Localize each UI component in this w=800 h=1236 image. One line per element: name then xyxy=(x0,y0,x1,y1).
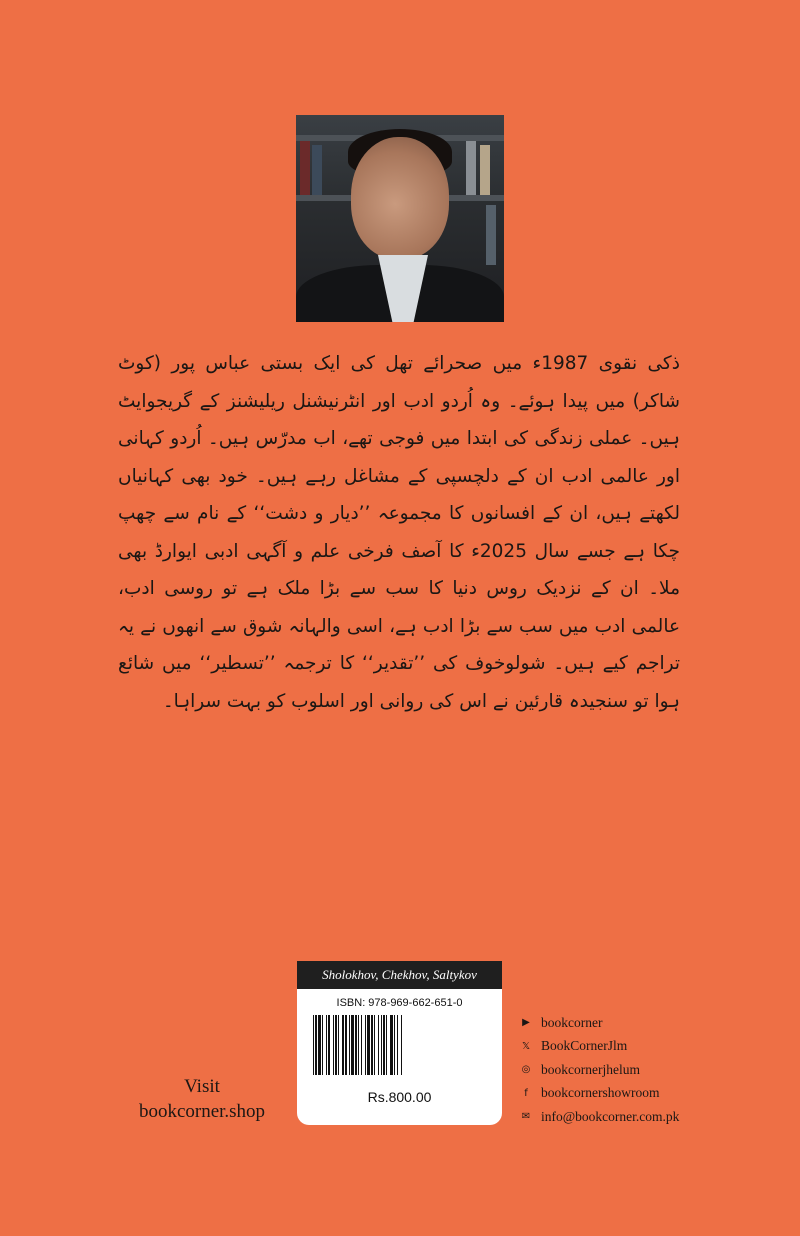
author-photo xyxy=(296,115,504,322)
social-label: bookcorner xyxy=(541,1014,603,1030)
social-item[interactable] xyxy=(520,1035,679,1059)
social-item[interactable] xyxy=(520,1082,679,1106)
series-label: Sholokhov, Chekhov, Saltykov xyxy=(297,961,502,989)
instagram-icon: ◎ xyxy=(521,1064,531,1076)
visit-block xyxy=(118,1074,286,1124)
mail-icon: ✉ xyxy=(521,1111,531,1123)
photo-face xyxy=(351,137,449,259)
barcode-panel xyxy=(297,961,502,1126)
social-item[interactable] xyxy=(520,1058,679,1082)
author-bio: ذکی نقوی 1987ء میں صحرائے تھل کی ایک بستی عباس پور (کوٹ شاکر) میں پیدا ہوئے۔ وہ اُردو ادب اور انٹرنیشنل ریلیشنز کے گریجوایٹ ہیں۔ عملی زندگی کی ابتدا میں فوجی تھے، اب مدرّس ہیں۔ اُردو کہانی اور عالمی ادب ان کے دلچسپی کے مشاغل رہے ہیں۔ خود بھی کہانیاں لکھتے ہیں، ان کے افسانوں کا مجموعہ ’’دیار و دشت‘‘ کے نام سے چھپ چکا ہے جسے سال 2025ء کا آصف فرخی علم و آگہی ادبی ایوارڈ بھی ملا۔ ان کے نزدیک روس دنیا کا سب سے بڑا ملک ہے تو روسی ادب، عالمی ادب میں سب سے بڑا ادب ہے، اسی والہانہ شوق سے انھوں نے یہ تراجم کیے ہیں۔ شولوخوف کی ’’تقدیر‘‘ کا ترجمہ ’’تسطیر‘‘ میں شائع ہوا تو سنجیدہ قارئین نے اس کی روانی اور اسلوب کو بہت سراہا۔ xyxy=(118,353,680,712)
isbn-text: ISBN: 978-969-662-651-0 xyxy=(336,997,463,1009)
social-label: bookcornershowroom xyxy=(541,1085,660,1101)
social-item[interactable] xyxy=(520,1011,679,1035)
photo-book xyxy=(300,141,310,195)
x-icon: 𝕏 xyxy=(521,1040,531,1052)
social-links xyxy=(520,1011,679,1129)
website-link[interactable]: bookcorner.shop xyxy=(138,1101,266,1122)
barcode-card xyxy=(297,989,502,1125)
photo-book xyxy=(312,145,322,195)
facebook-icon: f xyxy=(524,1087,528,1099)
price-text: Rs.800.00 xyxy=(367,1089,432,1105)
social-label: bookcornerjhelum xyxy=(541,1061,640,1077)
youtube-icon: ▶ xyxy=(522,1017,530,1029)
photo-book xyxy=(480,145,490,195)
photo-book xyxy=(466,141,476,195)
social-label: BookCornerJlm xyxy=(541,1038,628,1054)
barcode-bar xyxy=(402,1015,403,1075)
visit-label: Visit xyxy=(184,1076,220,1097)
social-label: info@bookcorner.com.pk xyxy=(541,1108,680,1124)
barcode xyxy=(313,1015,487,1075)
social-item[interactable] xyxy=(520,1105,679,1129)
photo-book xyxy=(486,205,496,265)
